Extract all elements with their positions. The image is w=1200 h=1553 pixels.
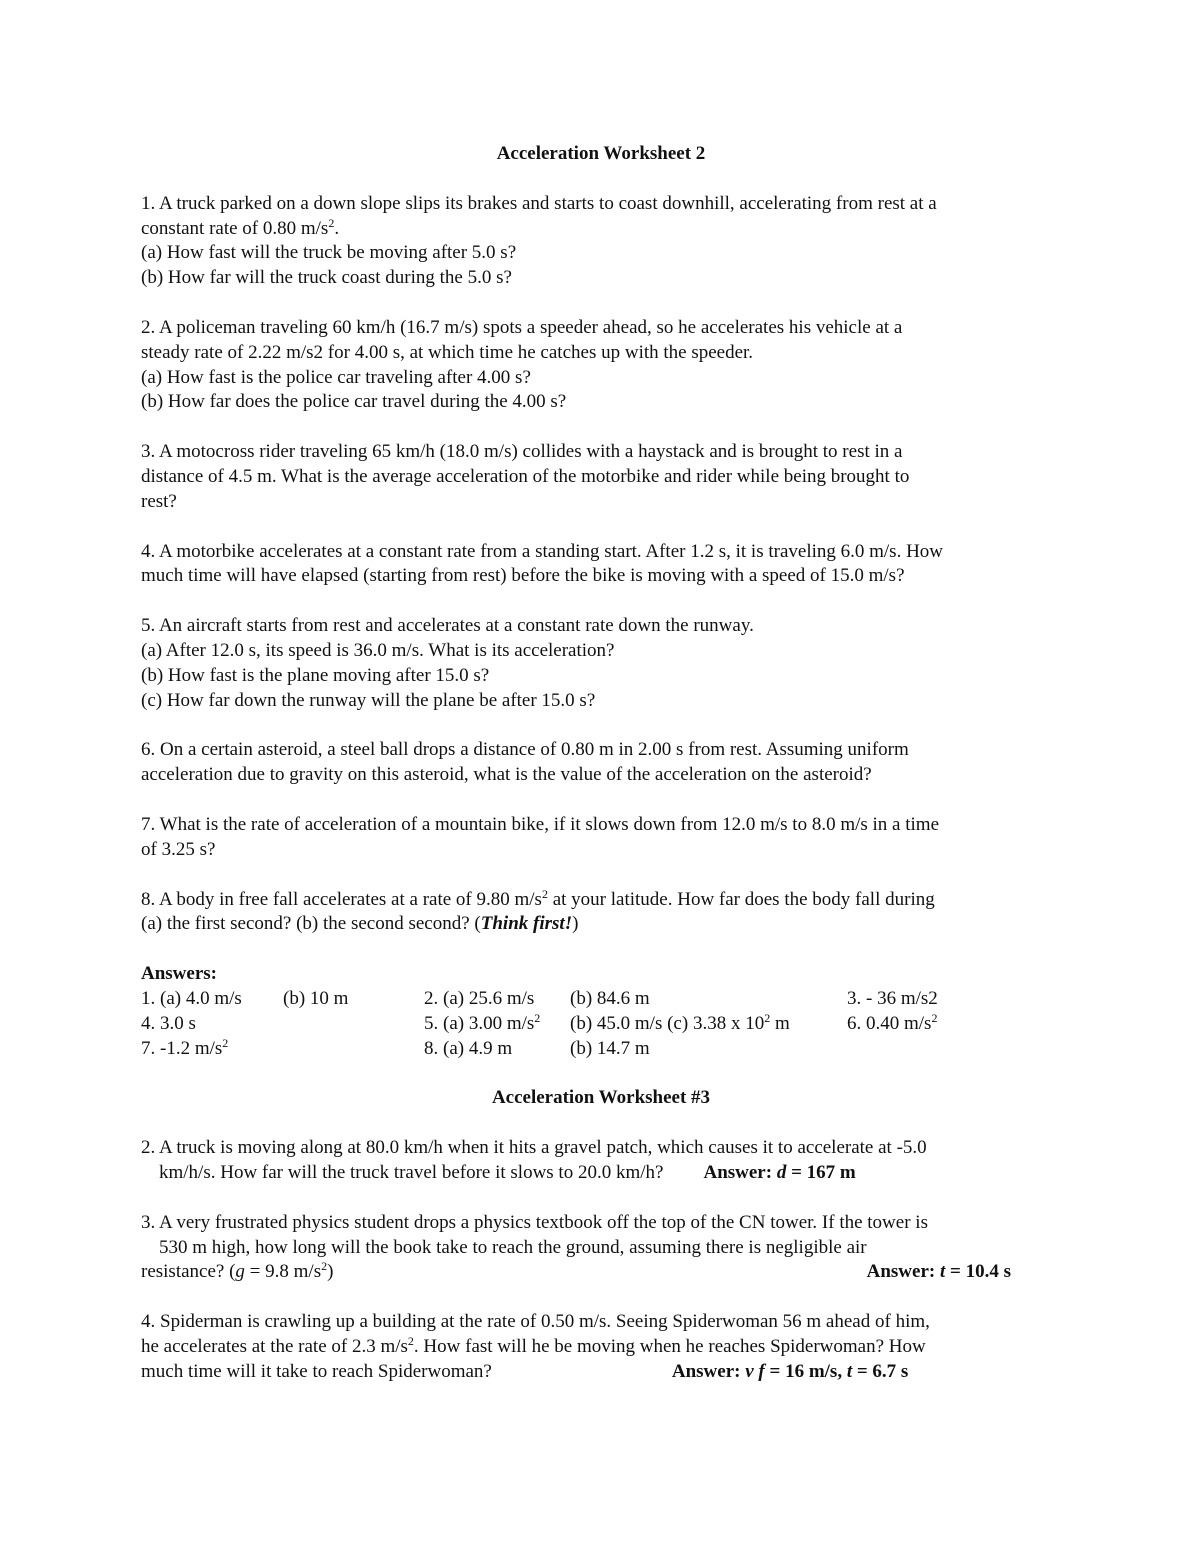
question-text: 7. What is the rate of acceleration of a mountain bike, if it slows down from 12.0 m/s to 8.0 m/s in a time [141, 813, 940, 835]
answer-cell: 4. 3.0 s [141, 1012, 196, 1034]
question-text: 3. A very frustrated physics student drops a physics textbook off the top of the CN tower. If the tower is [141, 1211, 928, 1233]
question-text: 2. A truck is moving along at 80.0 km/h when it hits a gravel patch, which causes it to accelerate at -5.0 [141, 1137, 927, 1159]
question-text: 530 m high, how long will the book take to reach the ground, assuming there is negligible air [159, 1236, 867, 1258]
answers-row [141, 1037, 1061, 1062]
question-part-b: (b) How fast is the plane moving after 15.0 s? [141, 664, 490, 686]
answer-cell: 5. (a) 3.00 $m/s^2$ [424, 1010, 541, 1034]
question-6 [141, 738, 1061, 788]
question-text: rest? [141, 490, 177, 512]
question-part-b: (b) How far does the police car travel during the 4.00 s? [141, 391, 567, 413]
answer-cell: 7. -1.2 $m/s^2$ [141, 1035, 229, 1059]
question-8 [141, 888, 1061, 938]
answer-cell: 3. - 36 m/s2 [847, 987, 938, 1009]
question-text: 2. A policeman traveling 60 km/h (16.7 m/s) spots a speeder ahead, so he accelerates his vehicle at a [141, 316, 903, 338]
answer-cell: 1. (a) 4.0 m/s [141, 987, 242, 1009]
question-part-c: (c) How far down the runway will the plane be after 15.0 s? [141, 689, 596, 711]
question-text: much time will it take to reach Spiderwoman? Answer: v f = 16 m/s, t = 6.7 s [141, 1360, 909, 1382]
question-7 [141, 813, 1061, 863]
answer-cell: (b) 10 m [283, 987, 349, 1009]
question-1 [141, 192, 1061, 291]
answer-cell: 6. 0.40 $m/s^2$ [847, 1010, 938, 1034]
question-5 [141, 614, 1061, 713]
question-text: 4. Spiderman is crawling up a building at the rate of 0.50 m/s. Seeing Spiderwoman 56 m ahead of him, [141, 1311, 930, 1333]
answer-cell: (b) 14.7 m [570, 1037, 650, 1059]
answer-cell: (b) 45.0 m/s (c) 3.38 x $10^2$ m [570, 1010, 790, 1034]
question-text: 5. An aircraft starts from rest and accelerates at a constant rate down the runway. [141, 615, 754, 637]
worksheet-3-title: Acceleration Worksheet #3 [491, 1087, 711, 1109]
question-text: much time will have elapsed (starting from rest) before the bike is moving with a speed of 15.0 m/s? [141, 565, 905, 587]
answers-heading: Answers: [141, 963, 217, 985]
worksheet-2-title: Acceleration Worksheet 2 [496, 143, 706, 164]
question-part-b: (b) How far will the truck coast during the 5.0 s? [141, 267, 512, 289]
question-text: 4. A motorbike accelerates at a constant rate from a standing start. After 1.2 s, it is traveling 6.0 m/s. How [141, 540, 944, 562]
question-text: acceleration due to gravity on this asteroid, what is the value of the acceleration on the asteroid? [141, 764, 872, 786]
question-part-a: (a) How fast will the truck be moving after 5.0 s? [141, 242, 517, 264]
answer-label: Answer: [703, 1161, 777, 1183]
question-text: km/h/s. How far will the truck travel before it slows to 20.0 km/h? Answer: d = 167 m [159, 1161, 856, 1183]
answer-cell: 2. (a) 25.6 m/s [424, 987, 535, 1009]
question-text: of 3.25 s? [141, 838, 216, 860]
answers-row [141, 1012, 1061, 1037]
answers-row [141, 987, 1061, 1012]
question-2 [141, 316, 1061, 415]
question-text: constant rate of 0.80 $m/s^2$. [141, 215, 340, 239]
answer-label: Answer: [671, 1360, 746, 1382]
question-text: steady rate of 2.22 m/s2 for 4.00 s, at which time he catches up with the speeder. [141, 341, 754, 363]
ws3-question-3 [141, 1211, 1061, 1285]
answer-cell: (b) 84.6 m [570, 987, 650, 1009]
answer-cell: 8. (a) 4.9 m [424, 1037, 513, 1059]
ws3-question-4 [141, 1310, 1061, 1384]
question-text: 1. A truck parked on a down slope slips its brakes and starts to coast downhill, accelerating from rest at a [141, 192, 937, 214]
question-text: (a) the first second? (b) the second second? (Think first!) [141, 913, 579, 935]
question-text: 6. On a certain asteroid, a steel ball drops a distance of 0.80 m in 2.00 s from rest. Assuming uniform [141, 739, 909, 761]
question-3 [141, 440, 1061, 514]
answers-section [141, 962, 1061, 1061]
question-text: resistance? (g = 9.8 $m/s^2$) Answer: t = 10.4 s [141, 1260, 1061, 1285]
question-text: distance of 4.5 m. What is the average acceleration of the motorbike and rider while being brought to [141, 465, 910, 487]
worksheet-page [141, 142, 1061, 1409]
ws3-question-2 [141, 1136, 1061, 1186]
question-4 [141, 540, 1061, 590]
question-text: 8. A body in free fall accelerates at a rate of 9.80 $m/s^2$ at your latitude. How far does the body fall during [141, 886, 935, 910]
question-text: he accelerates at the rate of 2.3 $m/s^2$. How fast will he be moving when he reaches Spiderwoman? How [141, 1333, 926, 1357]
question-part-a: (a) After 12.0 s, its speed is 36.0 m/s. What is its acceleration? [141, 639, 615, 661]
answer: Answer: t = 10.4 s [866, 1261, 1011, 1283]
question-part-a: (a) How fast is the police car traveling after 4.00 s? [141, 366, 531, 388]
question-text: 3. A motocross rider traveling 65 km/h (18.0 m/s) collides with a haystack and is brought to rest in a [141, 441, 903, 463]
